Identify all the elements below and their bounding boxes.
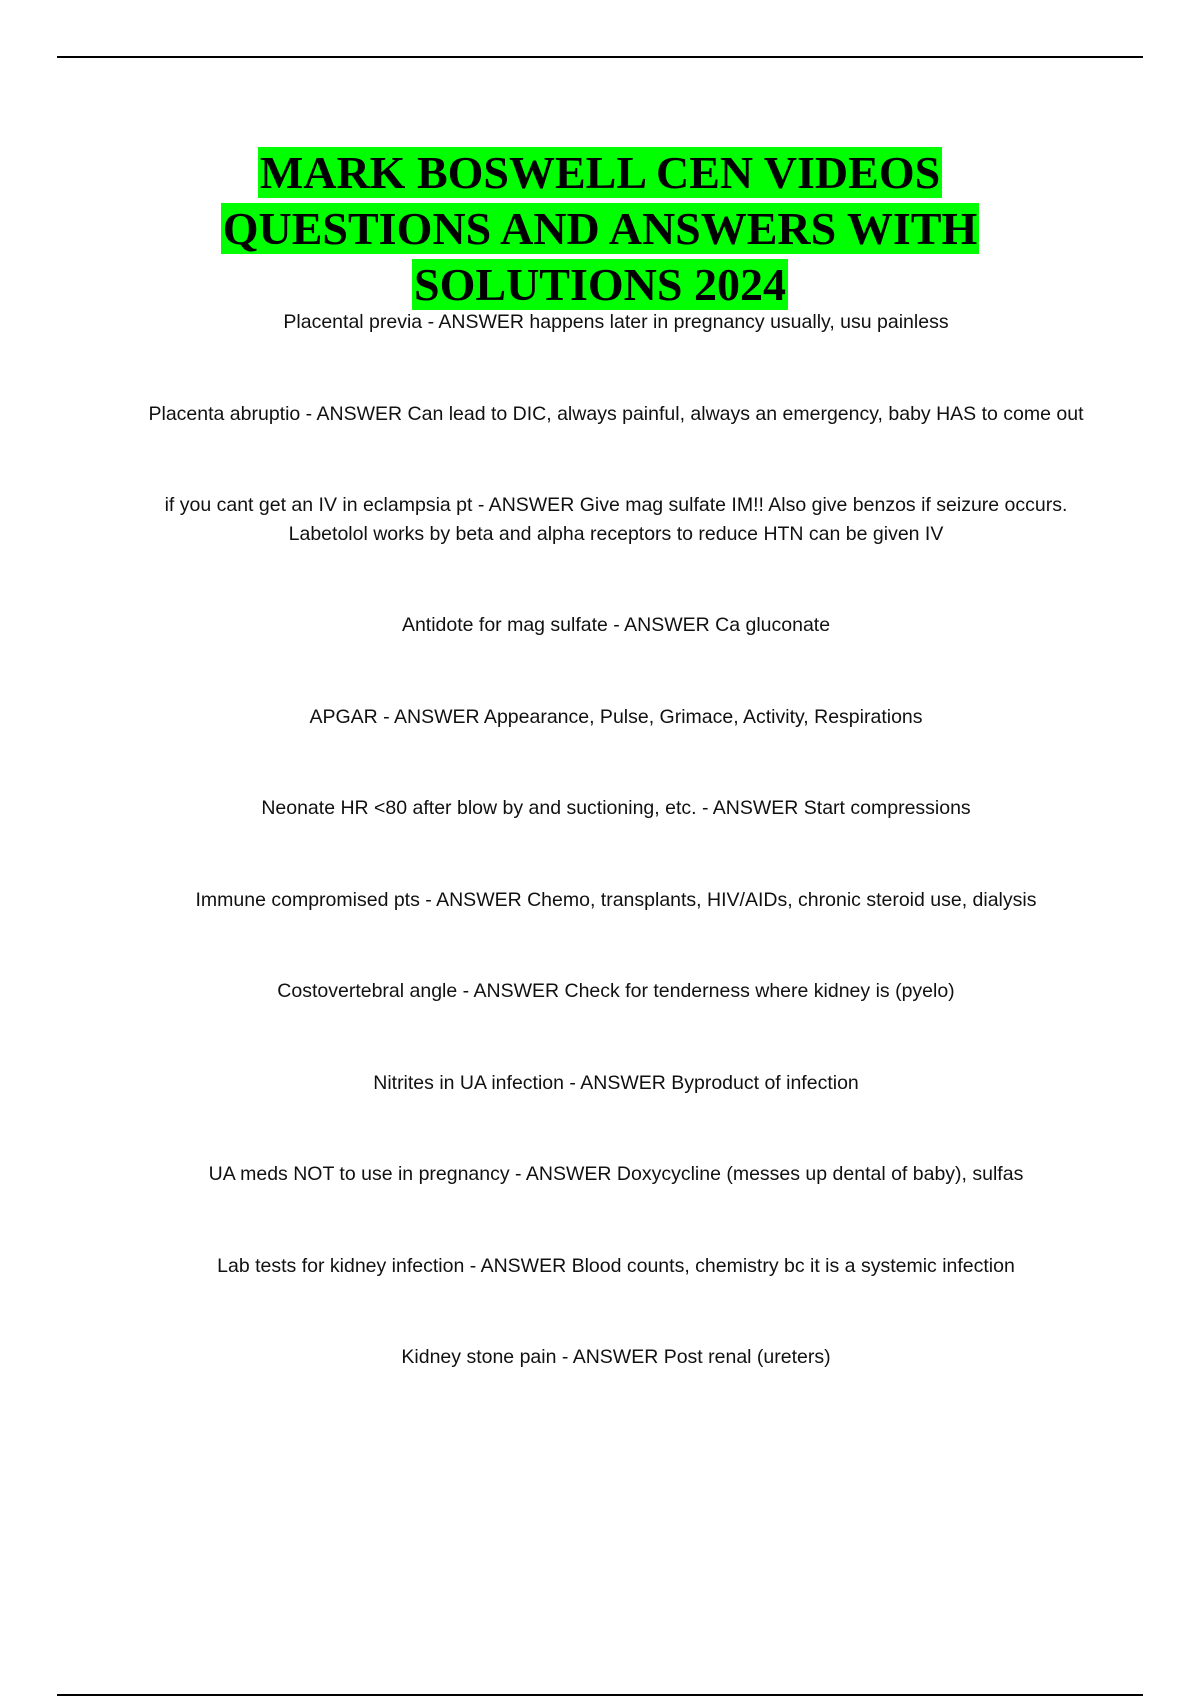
qa-item: Immune compromised pts - ANSWER Chemo, transplants, HIV/AIDs, chronic steroid use, dialysis bbox=[195, 888, 1037, 911]
qa-item: Nitrites in UA infection - ANSWER Byproduct of infection bbox=[373, 1071, 859, 1094]
qa-item: Placenta abruptio - ANSWER Can lead to DIC, always painful, always an emergency, baby HAS to come out bbox=[148, 402, 1084, 425]
title-line: QUESTIONS AND ANSWERS WITH bbox=[222, 203, 978, 254]
qa-list bbox=[140, 308, 1092, 1372]
footer-rule bbox=[57, 1694, 1143, 1696]
qa-item: Lab tests for kidney infection - ANSWER Blood counts, chemistry bc it is a systemic infection bbox=[217, 1254, 1015, 1277]
title-line: MARK BOSWELL CEN VIDEOS bbox=[259, 147, 941, 198]
qa-item: Placental previa - ANSWER happens later in pregnancy usually, usu painless bbox=[283, 311, 949, 333]
title-line: SOLUTIONS 2024 bbox=[414, 259, 786, 310]
qa-item: Kidney stone pain - ANSWER Post renal (ureters) bbox=[401, 1346, 831, 1368]
qa-item: UA meds NOT to use in pregnancy - ANSWER Doxycycline (messes up dental of baby), sulfas bbox=[208, 1163, 1024, 1185]
header-rule bbox=[57, 56, 1143, 58]
qa-item: Neonate HR <80 after blow by and suctioning, etc. - ANSWER Start compressions bbox=[261, 797, 971, 819]
qa-item: Costovertebral angle - ANSWER Check for tenderness where kidney is (pyelo) bbox=[277, 980, 955, 1002]
qa-item: APGAR - ANSWER Appearance, Pulse, Grimace, Activity, Respirations bbox=[309, 705, 923, 728]
document-title bbox=[100, 145, 1100, 313]
qa-item: Antidote for mag sulfate - ANSWER Ca gluconate bbox=[401, 614, 831, 636]
qa-item: if you cant get an IV in eclampsia pt - ANSWER Give mag sulfate IM!! Also give benzos if seizure occurs. Labetolol works by beta and alpha receptors to reduce HTN can be given IV bbox=[164, 494, 1068, 545]
